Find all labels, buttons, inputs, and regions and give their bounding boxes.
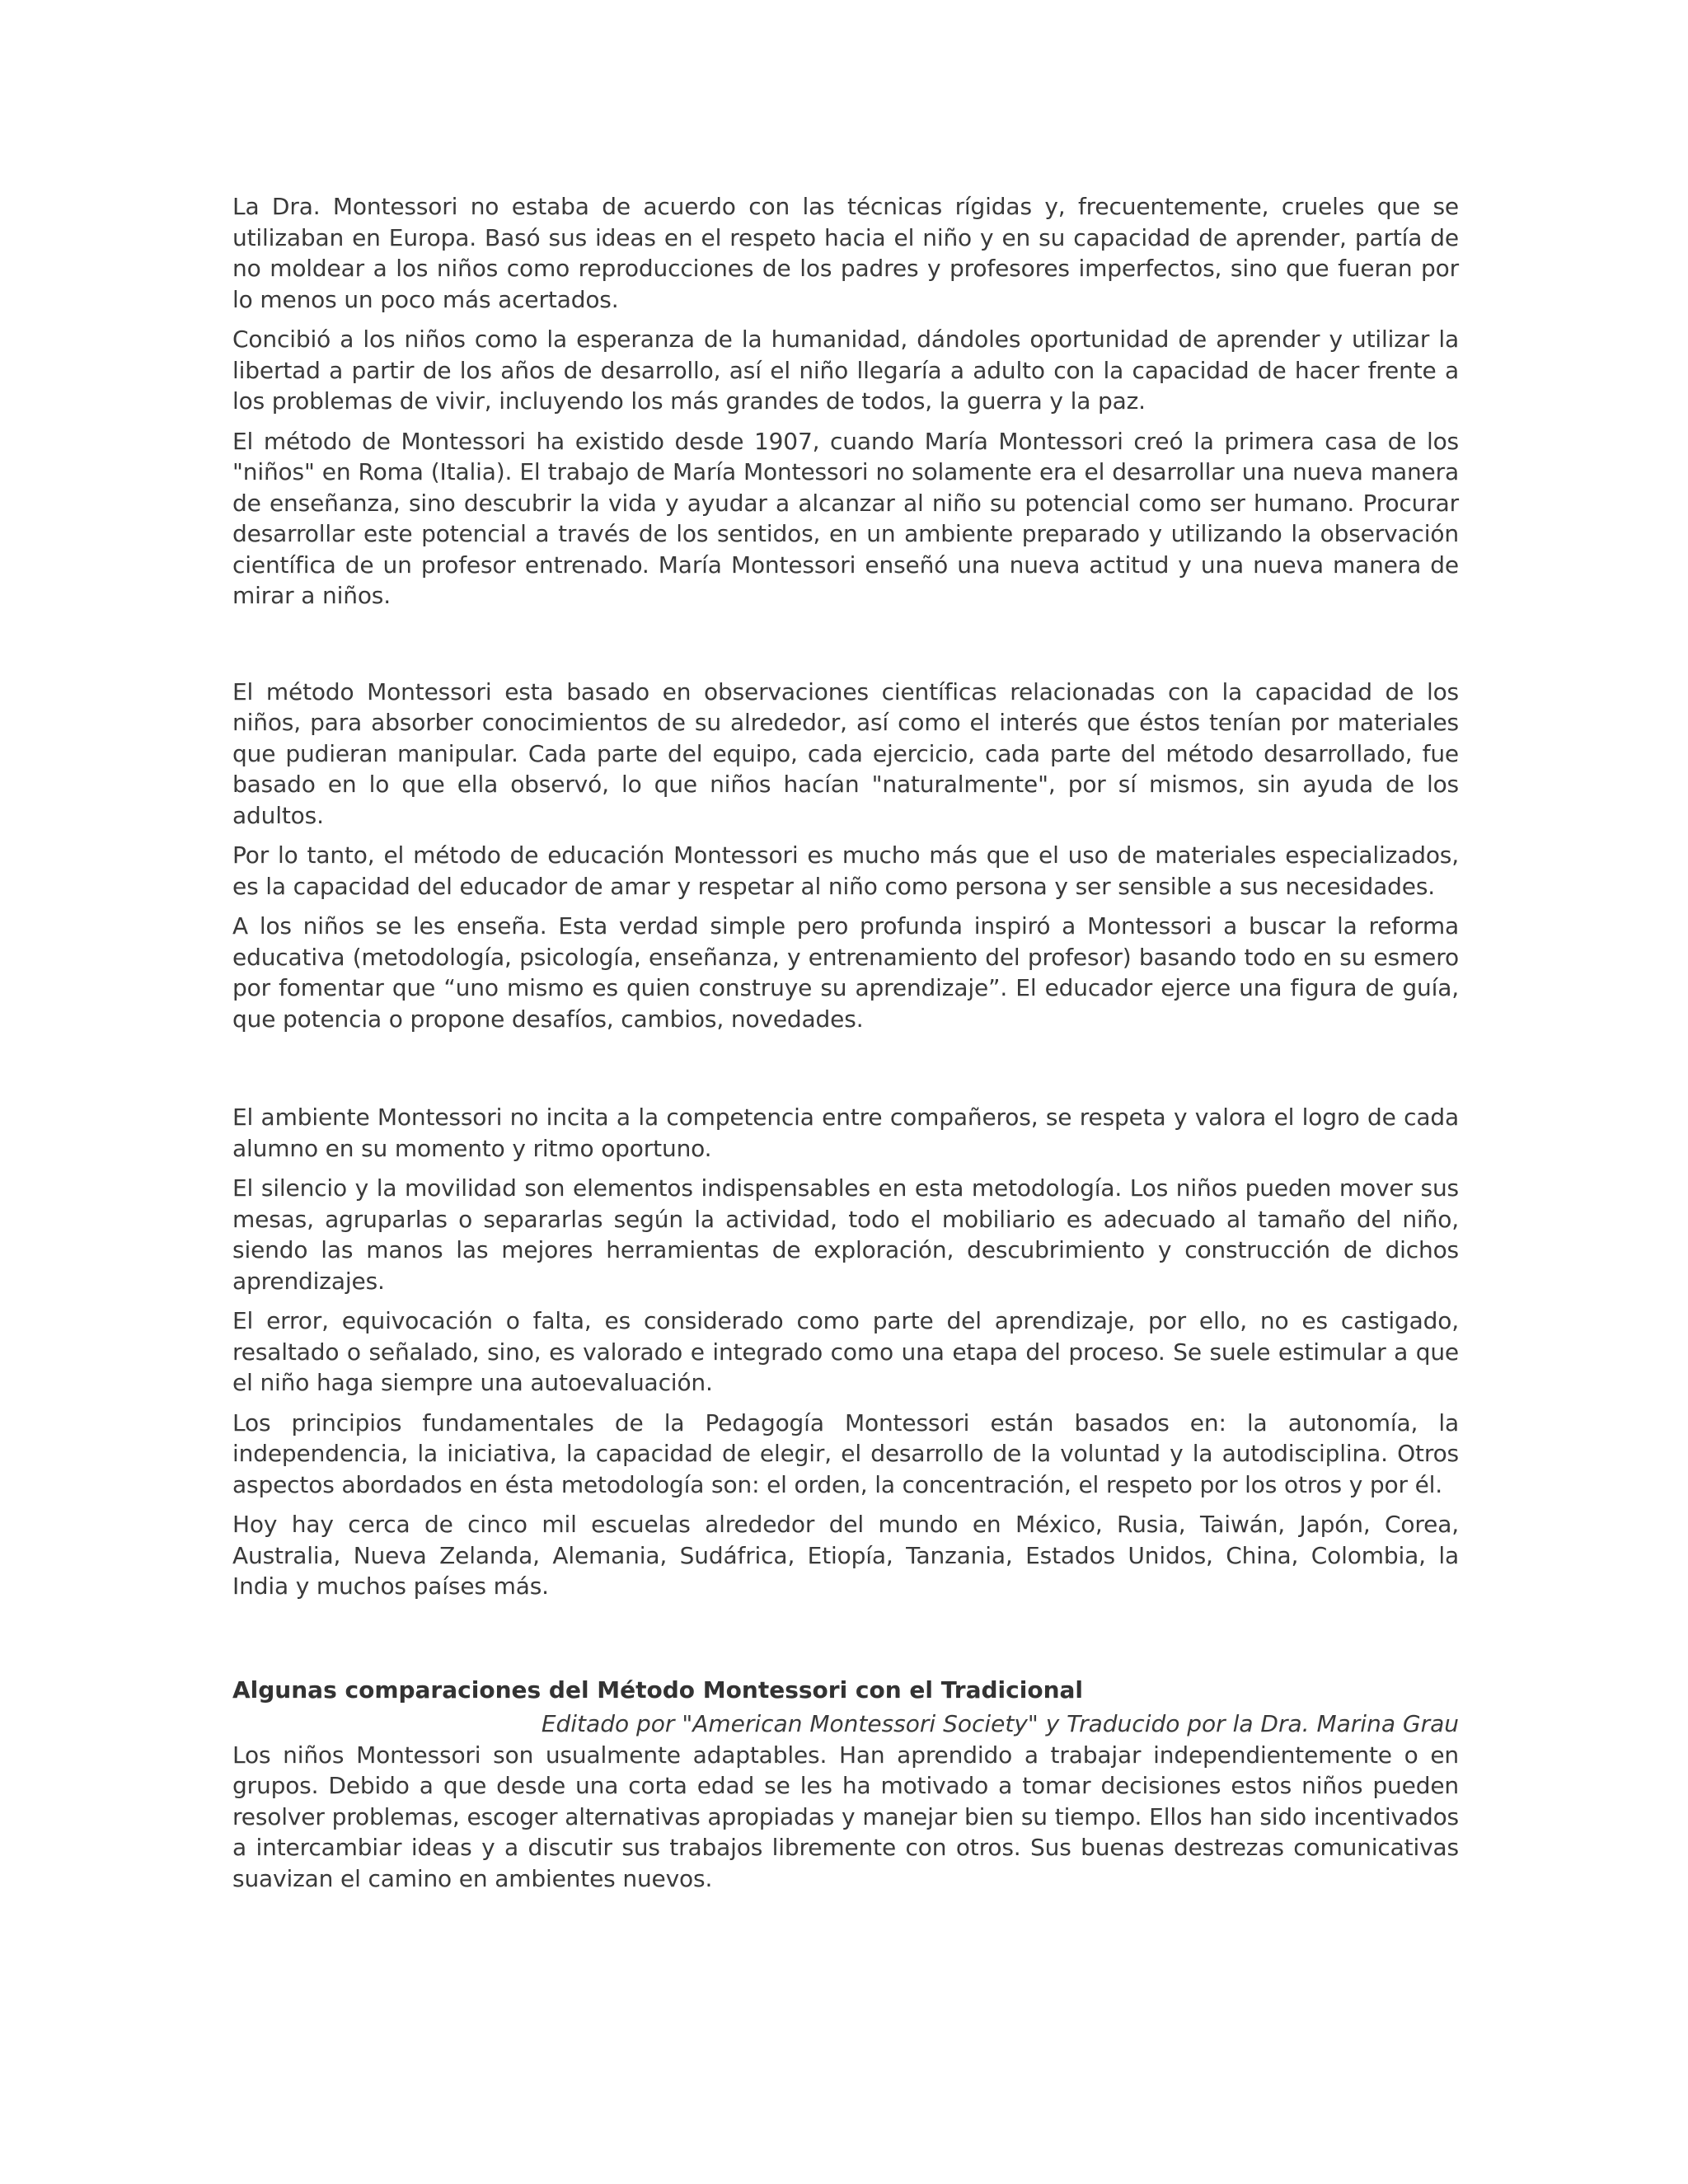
paragraph: El método Montessori esta basado en observaciones científicas relacionadas con la capacidad de los niños, para absorber conocimientos de su alrededor, así como el interés que éstos tenían por materiales que pudieran manipular. Cada parte del equipo, cada ejercicio, cada parte del método desarrollado, fue basado en lo que ella observó, lo que niños hacían "naturalmente", por sí mismos, sin ayuda de los adultos. — [232, 677, 1459, 829]
section-spacer — [232, 612, 1459, 677]
section-spacer — [232, 1602, 1459, 1675]
document-page — [232, 191, 1459, 1894]
paragraph: El ambiente Montessori no incita a la competencia entre compañeros, se respeta y valora el logro de cada alumno en su momento y ritmo oportuno. — [232, 1104, 1459, 1162]
paragraph: La Dra. Montessori no estaba de acuerdo con las técnicas rígidas y, frecuentemente, crueles que se utilizaban en Europa. Basó sus ideas en el respeto hacia el niño y en su capacidad de aprender, partía de no moldear a los niños como reproducciones de los padres y profesores imperfectos, sino que fueran por lo menos un poco más acertados. — [232, 193, 1459, 313]
section-environment — [232, 1102, 1459, 1602]
section-comparison — [232, 1675, 1459, 1895]
section-spacer — [232, 1034, 1459, 1102]
paragraph: El método de Montessori ha existido desde 1907, cuando María Montessori creó la primera casa de los "niños" en Roma (Italia). El trabajo de María Montessori no solamente era el desarrollar una nueva manera de enseñanza, sino descubrir la vida y ayudar a alcanzar al niño su potencial como ser humano. Procurar desarrollar este potencial a través de los sentidos, en un ambiente preparado y utilizando la observación científica de un profesor entrenado. María Montessori enseñó una nueva actitud y una nueva manera de mirar a niños. — [232, 427, 1459, 609]
paragraph: Los niños Montessori son usualmente adaptables. Han aprendido a trabajar independientemente o en grupos. Debido a que desde una corta edad se les ha motivado a tomar decisiones estos niños pueden resolver problemas, escoger alternativas apropiadas y manejar bien su tiempo. Ellos han sido incentivados a intercambiar ideas y a discutir sus trabajos libremente con otros. Sus buenas destrezas comunicativas suavizan el camino en ambientes nuevos. — [232, 1741, 1459, 1892]
section-heading: Algunas comparaciones del Método Montessori con el Tradicional — [232, 1675, 1083, 1704]
paragraph: A los niños se les enseña. Esta verdad simple pero profunda inspiró a Montessori a buscar la reforma educativa (metodología, psicología, enseñanza, y entrenamiento del profesor) basando todo en su esmero por fomentar que “uno mismo es quien construye su aprendizaje”. El educador ejerce una figura de guía, que potencia o propone desafíos, cambios, novedades. — [232, 912, 1459, 1033]
paragraph: Los principios fundamentales de la Pedagogía Montessori están basados en: la autonomía, la independencia, la iniciativa, la capacidad de elegir, el desarrollo de la voluntad y la autodisciplina. Otros aspectos abordados en ésta metodología son: el orden, la concentración, el respeto por los otros y por él. — [232, 1408, 1459, 1498]
section-method — [232, 677, 1459, 1035]
section-history — [232, 191, 1459, 612]
paragraph: Concibió a los niños como la esperanza de la humanidad, dándoles oportunidad de aprender y utilizar la libertad a partir de los años de desarrollo, así el niño llegaría a adulto con la capacidad de hacer frente a los problemas de vivir, incluyendo los más grandes de todos, la guerra y la paz. — [232, 326, 1459, 415]
credit-line: Editado por "American Montessori Society" y Traducido por la Dra. Marina Grau — [541, 1710, 1459, 1737]
paragraph: Por lo tanto, el método de educación Montessori es mucho más que el uso de materiales especializados, es la capacidad del educador de amar y respetar al niño como persona y ser sensible a sus necesidades. — [232, 841, 1459, 900]
paragraph: El error, equivocación o falta, es considerado como parte del aprendizaje, por ello, no es castigado, resaltado o señalado, sino, es valorado e integrado como una etapa del proceso. Se suele estimular a que el niño haga siempre una autoevaluación. — [232, 1307, 1459, 1396]
paragraph: Hoy hay cerca de cinco mil escuelas alrededor del mundo en México, Rusia, Taiwán, Japón, Corea, Australia, Nueva Zelanda, Alemania, Sudáfrica, Etiopía, Tanzania, Estados Unidos, China, Colombia, la India y muchos países más. — [232, 1511, 1459, 1600]
paragraph: El silencio y la movilidad son elementos indispensables en esta metodología. Los niños pueden mover sus mesas, agruparlas o separarlas según la actividad, todo el mobiliario es adecuado al tamaño del niño, siendo las manos las mejores herramientas de exploración, descubrimiento y construcción de dichos aprendizajes. — [232, 1174, 1459, 1295]
